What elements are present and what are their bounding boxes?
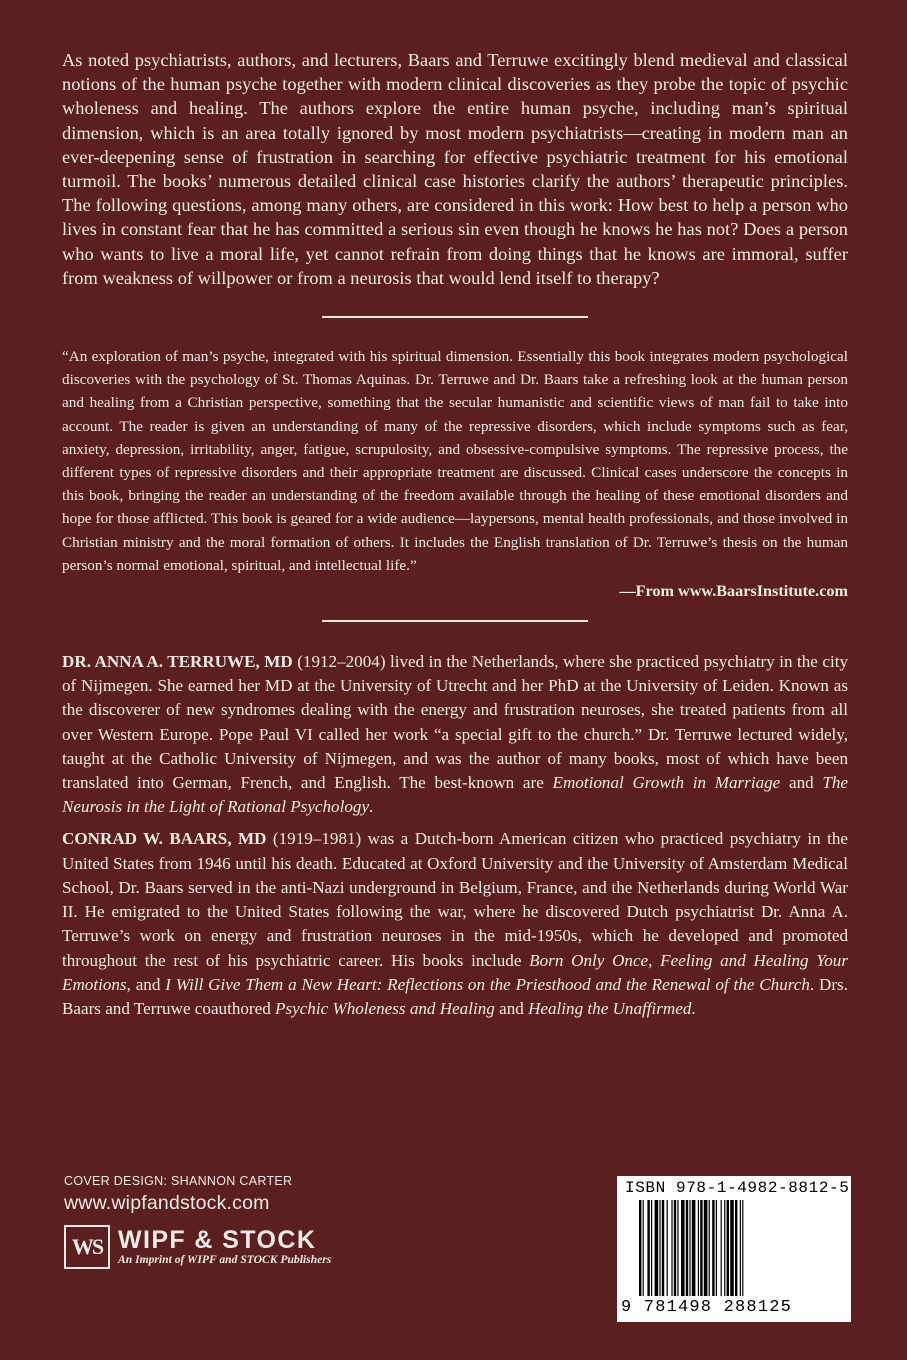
bio-text: . [691, 998, 696, 1018]
bio-text: and [780, 773, 823, 793]
isbn-label: ISBN 978-1-4982-8812-5 [625, 1179, 850, 1197]
ws-logo-icon: WS [64, 1225, 110, 1269]
publisher-imprint: An Imprint of WIPF and STOCK Publishers [118, 1253, 332, 1266]
publisher-block [64, 1225, 331, 1269]
barcode-digits: 9 781498 288125 [621, 1298, 793, 1317]
author-name: DR. ANNA A. TERRUWE, MD [62, 652, 293, 672]
bio-text: (1919–1981) was a Dutch-born American citizen who practiced psychiatry in the United States from 1946 until his death. Educated at Oxford University and the University of Amsterdam Medical School, Dr. Baars served in the anti-Nazi underground in Belgium, France, and the Netherlands during World War II. He emigrated to the United States following the war, where he discovered Dutch psychiatrist Dr. Anna A. Terruwe’s work on energy and frustration neuroses in the mid-1950s, which he developed and promoted throughout the rest of his psychiatric career. His books include [62, 829, 848, 970]
divider-rule [322, 316, 588, 318]
author-bio-terruwe [62, 650, 848, 819]
book-title: I Will Give Them a New Heart: Reflections on the Priesthood and the Renewal of the Church [165, 974, 810, 994]
publisher-text [118, 1227, 331, 1267]
divider-rule [322, 620, 588, 622]
back-cover-text [62, 48, 848, 1021]
book-title: Healing the Unaffirmed [528, 998, 692, 1018]
review-source: —From www.BaarsInstitute.com [619, 582, 848, 601]
book-title: Psychic Wholeness and Healing [275, 998, 495, 1018]
bio-text: . [369, 797, 374, 817]
bio-text: , and [126, 974, 166, 994]
intro-paragraph: As noted psychiatrists, authors, and lecturers, Baars and Terruwe excitingly blend medieval and classical notions of the human psyche together with modern clinical discoveries as they probe the topic of psychic wholeness and healing. The authors explore the entire human psyche, including man’s spiritual dimension, which is an area totally ignored by most modern psychiatrists—creating in modern man an ever-deepening sense of frustration in searching for effective psychiatric treatment for his emotional turmoil. The books’ numerous detailed clinical case histories clarify the authors’ therapeutic principles. The following questions, among many others, are considered in this work: How best to help a person who lives in constant fear that he has committed a serious sin even though he knows he has not? Does a person who wants to live a moral life, yet cannot refrain from doing things that he knows are immoral, suffer from weakness of willpower or from a neurosis that would lend itself to therapy? [62, 50, 848, 288]
bio-text: . Drs. Baars and Terruwe coauthored [62, 974, 848, 1018]
bio-text: and [494, 998, 529, 1018]
isbn-barcode [617, 1176, 851, 1322]
cover-design-credit: COVER DESIGN: SHANNON CARTER [64, 1174, 293, 1188]
author-bio-baars [62, 827, 848, 1021]
review-quote: “An exploration of man’s psyche, integrated with his spiritual dimension. Essentially this book integrates modern psychological discoveries with the psychology of St. Thomas Aquinas. Dr. Terruwe and Dr. Baars take a refreshing look at the human person and healing from a Christian perspective, something that the secular humanistic and scientific views of man fail to take into account. The reader is given an understanding of many of the repressive disorders, which include symptoms such as fear, anxiety, depression, irritability, anger, fatigue, scrupulosity, and obsessive-compulsive symptoms. The repressive process, the different types of repressive disorders and their appropriate treatment are discussed. Clinical cases underscore the concepts in this book, bringing the reader an understanding of the freedom available through the healing of these emotional disorders and hope for those afflicted. This book is geared for a wide audience—laypersons, mental health professionals, and those involved in Christian ministry and the moral formation of others. It includes the English translation of Dr. Terruwe’s thesis on the human person’s normal emotional, spiritual, and intellectual life.” [62, 348, 848, 574]
book-title: The Neurosis in the Light of Rational Psychology [62, 773, 849, 817]
bio-text: (1912–2004) lived in the Netherlands, where she practiced psychiatry in the city of Nijmegen. She earned her MD at the University of Utrecht and her PhD at the University of Leiden. Known as the discoverer of new syndromes dealing with the energy and frustration neuroses, she treated patients from all over Western Europe. Pope Paul VI called her work “a special gift to the church.” Dr. Terruwe lectured widely, taught at the Catholic University of Nijmegen, and was the author of many books, most of which have been translated into German, French, and English. The best-known are [62, 652, 848, 793]
publisher-credits [64, 1174, 331, 1269]
publisher-website: www.wipfandstock.com [64, 1192, 270, 1214]
barcode-bars-icon [639, 1200, 839, 1300]
author-name: CONRAD W. BAARS, MD [62, 829, 267, 849]
book-title: Emotional Growth in Marriage [552, 773, 781, 793]
book-title: Born Only Once, Feeling and Healing Your Emotions [62, 950, 848, 994]
publisher-name: WIPF & STOCK [118, 1226, 317, 1254]
